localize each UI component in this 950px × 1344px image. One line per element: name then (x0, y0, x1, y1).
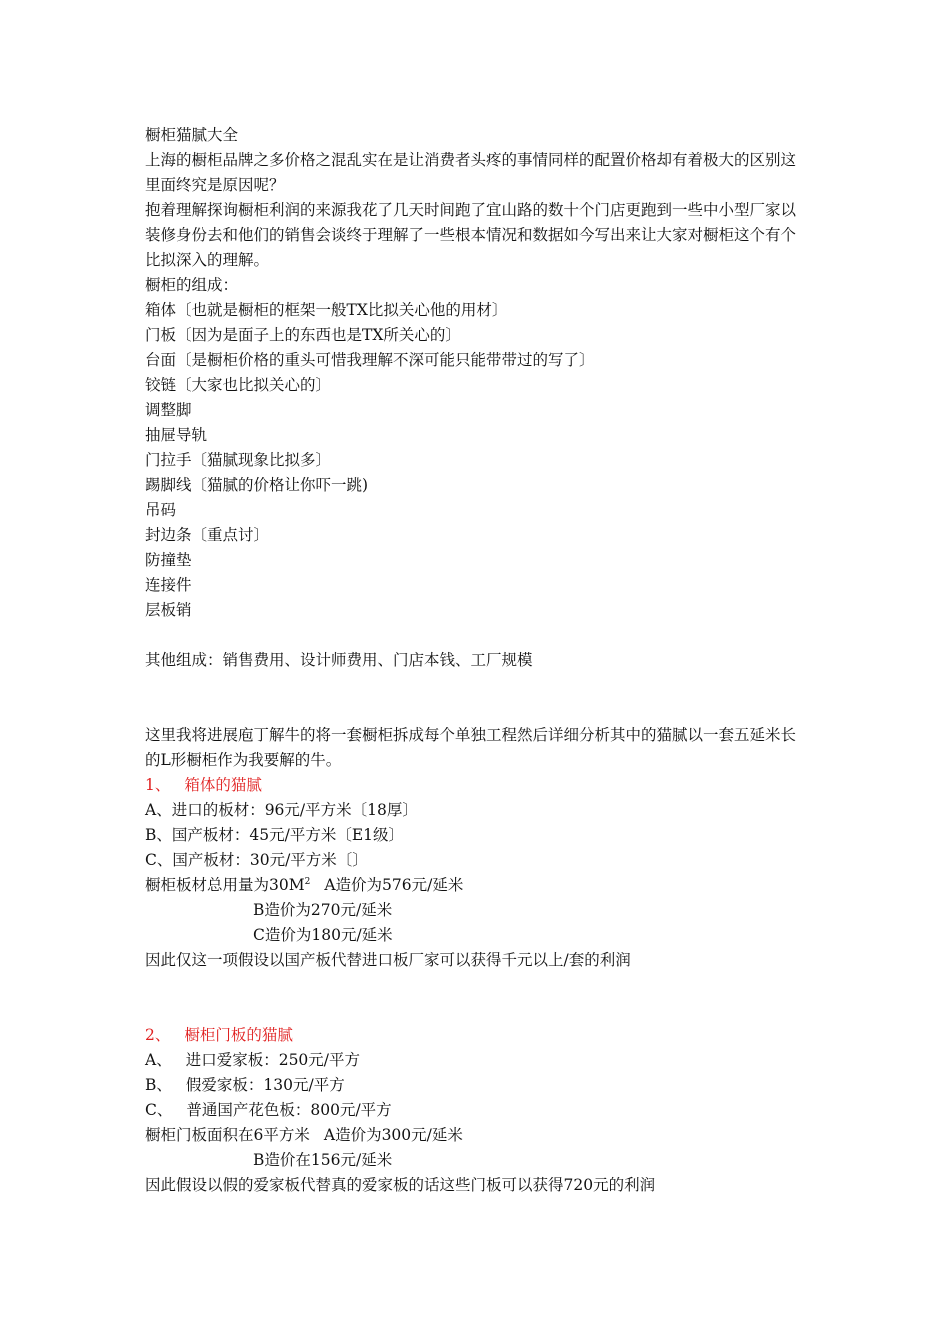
section1-item: B、国产板材：45元/平方米〔E1级〕 (145, 826, 405, 844)
document-title: 橱柜猫腻大全 (145, 126, 239, 144)
component-item: 门拉手〔猫腻现象比拟多〕 (145, 451, 332, 469)
composition-heading: 橱柜的组成： (145, 276, 239, 294)
section2-item (145, 1048, 810, 1073)
section1-cost-c: C造价为180元/延米 (253, 926, 393, 944)
section2-conclusion: 因此假设以假的爱家板代替真的爱家板的话这些门板可以获得720元的利润 (145, 1176, 656, 1194)
component-item: 防撞垫 (145, 551, 192, 569)
section2-title: 橱柜门板的猫腻 (184, 1026, 293, 1044)
spacer (145, 973, 810, 998)
component-item: 抽屉导轨 (145, 426, 208, 444)
section1-item: C、国产板材：30元/平方米〔〕 (145, 851, 368, 869)
component-item: 踢脚线〔猫腻的价格让你吓一跳) (145, 476, 369, 494)
document-body (145, 123, 810, 1198)
section2-area (145, 1123, 810, 1148)
component-item: 铰链〔大家也比拟关心的〕 (145, 376, 332, 394)
section1-conclusion: 因此仅这一项假设以国产板代替进口板厂家可以获得千元以上/套的利润 (145, 951, 631, 969)
component-item: 门板〔因为是面子上的东西也是TX所关心的〕 (145, 326, 461, 344)
usage-superscript: 2 (304, 877, 311, 887)
spacer (145, 673, 810, 698)
intro-paragraph-2: 抱着理解探询橱柜利润的来源我花了几天时间跑了宜山路的数十个门店更跑到一些中小型厂家以装修身份去和他们的销售会谈终于理解了一些根本情况和数据如今写出来让大家对橱柜这个有个比拟深入的理解。 (145, 201, 797, 269)
intro-paragraph-1: 上海的橱柜品牌之多价格之混乱实在是让消费者头疼的事情同样的配置价格却有着极大的区别这里面终究是原因呢？ (145, 151, 797, 194)
spacer (145, 998, 810, 1023)
item-text: 进口爱家板：250元/平方 (185, 1051, 361, 1069)
section1-title: 箱体的猫腻 (184, 776, 262, 794)
component-item: 层板销 (145, 601, 192, 619)
component-item: 连接件 (145, 576, 192, 594)
usage-text: 橱柜板材总用量为30M (145, 876, 305, 894)
component-item: 吊码 (145, 501, 177, 519)
spacer (145, 698, 810, 723)
section1-usage (145, 873, 810, 898)
other-composition: 其他组成：销售费用、设计师费用、门店本钱、工厂规模 (145, 651, 533, 669)
section1-cost-b: B造价为270元/延米 (253, 901, 393, 919)
component-item: 封边条〔重点讨〕 (145, 526, 270, 544)
spacer (145, 623, 810, 648)
item-text: 假爱家板：130元/平方 (185, 1076, 345, 1094)
component-item: 箱体〔也就是橱柜的框架一般TX比拟关心他的用材〕 (145, 301, 508, 319)
item-text: 普通国产花色板：800元/平方 (186, 1101, 392, 1119)
analysis-intro: 这里我将进展庖丁解牛的将一套橱柜拆成每个单独工程然后详细分析其中的猫腻以一套五延米长的L形橱柜作为我要解的牛。 (145, 726, 797, 769)
item-label: C、 (145, 1101, 173, 1119)
section2-cost-b: B造价在156元/延米 (253, 1151, 393, 1169)
area-text: 橱柜门板面积在6平方米 (145, 1126, 310, 1144)
section2-item (145, 1073, 810, 1098)
component-item: 台面〔是橱柜价格的重头可惜我理解不深可能只能带带过的写了〕 (145, 351, 595, 369)
section2-item (145, 1098, 810, 1123)
section1-item: A、进口的板材：96元/平方米〔18厚〕 (145, 801, 418, 819)
section2-cost-a: A造价为300元/延米 (323, 1126, 463, 1144)
section1-heading (145, 773, 810, 798)
section2-heading (145, 1023, 810, 1048)
section2-number: 2、 (145, 1026, 171, 1044)
item-label: B、 (145, 1076, 172, 1094)
component-item: 调整脚 (145, 401, 192, 419)
item-label: A、 (145, 1051, 172, 1069)
section1-number: 1、 (145, 776, 171, 794)
section1-cost-a: A造价为576元/延米 (324, 876, 464, 894)
